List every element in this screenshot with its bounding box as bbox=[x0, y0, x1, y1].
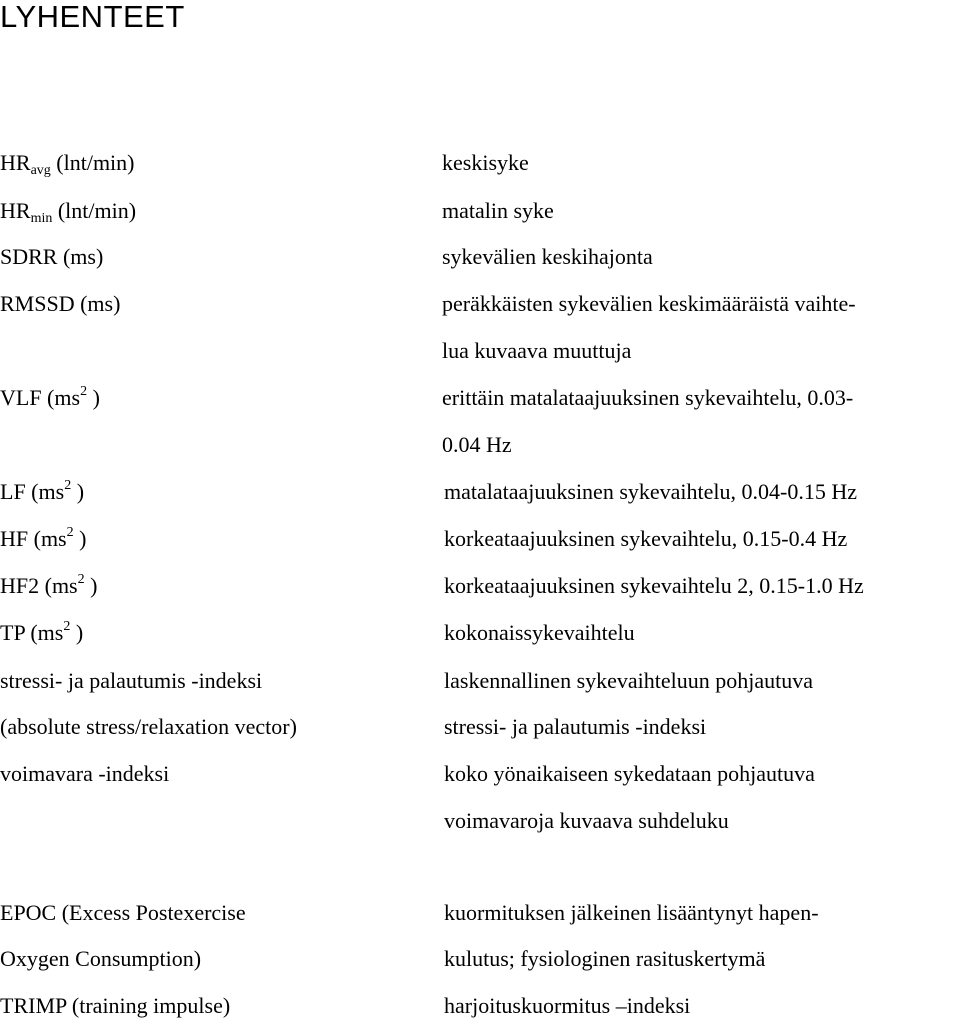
abbreviation-description: kulutus; fysiologinen rasituskertymä bbox=[444, 946, 766, 971]
abbreviation-description: stressi- ja palautumis -indeksi bbox=[444, 714, 707, 739]
abbreviation-description: lua kuvaava muuttuja bbox=[442, 338, 632, 363]
abbreviation-description: peräkkäisten sykevälien keskimääräistä vaihte- bbox=[442, 291, 856, 316]
abbreviation-term: (absolute stress/relaxation vector) bbox=[0, 714, 297, 739]
abbreviation-description: koko yönaikaiseen sykedataan pohjautuva bbox=[444, 761, 815, 786]
abbreviation-description: harjoituskuormitus –indeksi bbox=[444, 993, 691, 1018]
abbreviation-term: TRIMP (training impulse) bbox=[0, 993, 231, 1018]
page-title: LYHENTEET bbox=[0, 0, 185, 34]
abbreviation-description: korkeataajuuksinen sykevaihtelu 2, 0.15-1.0 Hz bbox=[444, 573, 864, 598]
abbreviation-description: korkeataajuuksinen sykevaihtelu, 0.15-0.4 Hz bbox=[444, 526, 848, 551]
abbreviation-term: $HR_{avg}$ (lnt/min) bbox=[0, 150, 135, 178]
abbreviation-term: stressi- ja palautumis -indeksi bbox=[0, 668, 263, 693]
abbreviation-description: matalin syke bbox=[442, 198, 554, 223]
abbreviation-term: RMSSD (ms) bbox=[0, 291, 121, 316]
abbreviation-term: voimavara -indeksi bbox=[0, 761, 170, 786]
abbreviation-description: kuormituksen jälkeinen lisääntynyt hapen- bbox=[444, 900, 819, 925]
abbreviation-description: sykevälien keskihajonta bbox=[442, 244, 653, 269]
abbreviation-description: matalataajuuksinen sykevaihtelu, 0.04-0.15 Hz bbox=[444, 479, 857, 504]
abbreviation-description: erittäin matalataajuuksinen sykevaihtelu, 0.03- bbox=[442, 385, 854, 410]
abbreviation-term: TP ($ms^2$ ) bbox=[0, 619, 84, 645]
abbreviation-description: keskisyke bbox=[442, 150, 529, 175]
abbreviation-term: HF2 ($ms^2$ ) bbox=[0, 572, 98, 598]
abbreviation-term: HF ($ms^2$ ) bbox=[0, 525, 87, 551]
abbreviation-description: voimavaroja kuvaava suhdeluku bbox=[444, 808, 729, 833]
abbreviation-description: kokonaissykevaihtelu bbox=[444, 620, 635, 645]
abbreviation-term: LF ($ms^2$ ) bbox=[0, 478, 85, 504]
abbreviation-term: $HR_{min}$ (lnt/min) bbox=[0, 198, 137, 226]
abbreviation-term: SDRR (ms) bbox=[0, 244, 104, 269]
abbreviation-term: Oxygen Consumption) bbox=[0, 946, 202, 971]
abbreviation-term: EPOC (Excess Postexercise bbox=[0, 900, 246, 925]
abbreviation-term: VLF ($ms^2$ ) bbox=[0, 384, 100, 410]
abbreviation-description: 0.04 Hz bbox=[442, 432, 512, 457]
abbreviation-description: laskennallinen sykevaihteluun pohjautuva bbox=[444, 668, 814, 693]
